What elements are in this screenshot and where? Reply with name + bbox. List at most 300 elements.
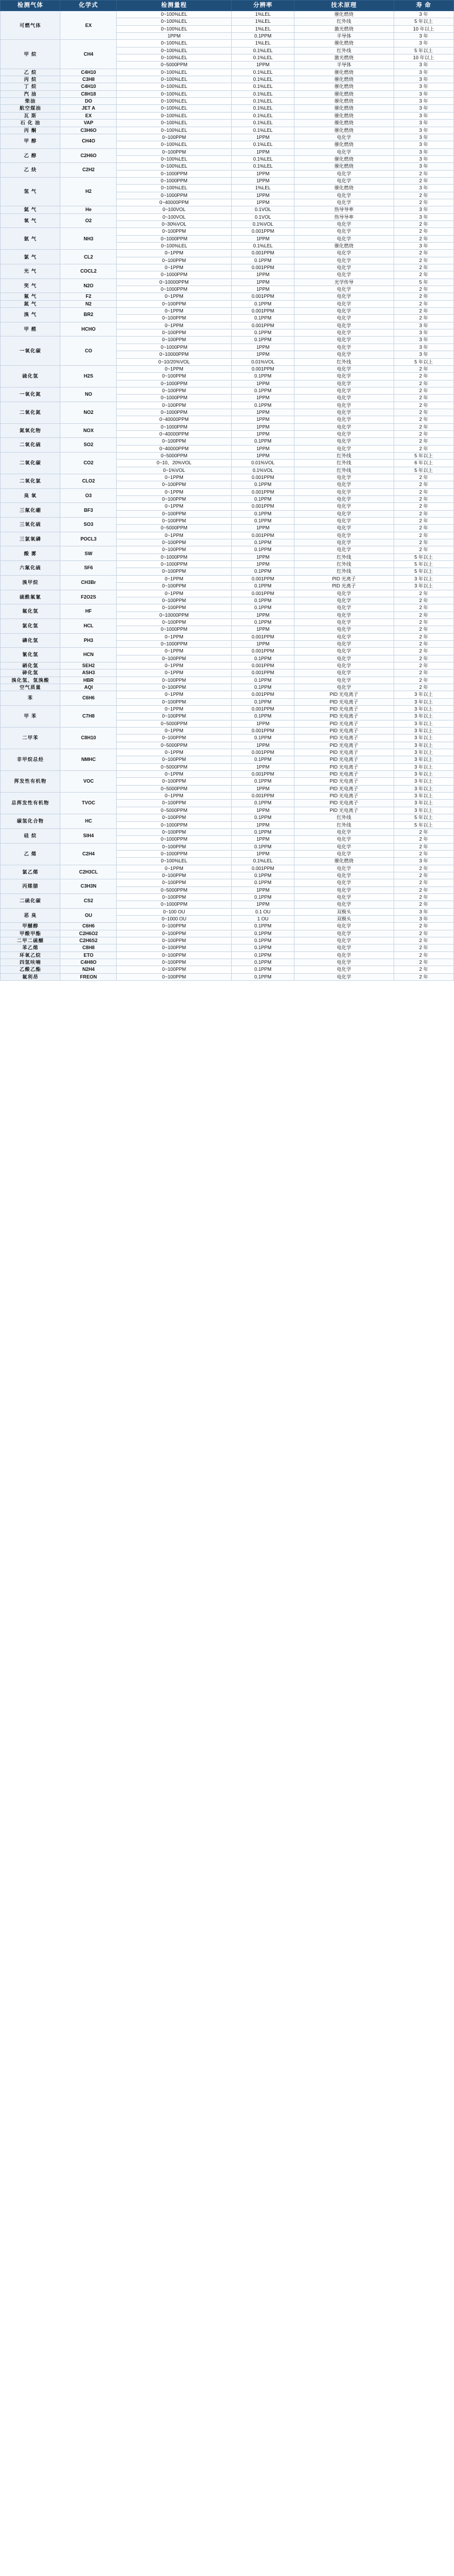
lifetime-cell: 6 年以上: [394, 460, 454, 467]
table-row: [1, 127, 454, 134]
technology-cell: 电化学: [294, 481, 394, 488]
table-row: [1, 213, 454, 220]
lifetime-cell: 5 年以上: [394, 452, 454, 459]
resolution-cell: 0.1PPM: [232, 257, 294, 264]
formula-cell: BR2: [60, 308, 117, 322]
table-row: [1, 488, 454, 495]
table-row: [1, 532, 454, 539]
gas-name-cell: 二氧化硫: [1, 438, 60, 453]
resolution-cell: 0.001PPM: [232, 590, 294, 597]
table-row: [1, 691, 454, 698]
resolution-cell: 0.1PPM: [232, 698, 294, 705]
lifetime-cell: 2 年: [394, 684, 454, 691]
lifetime-cell: 2 年: [394, 220, 454, 227]
technology-cell: PID 光电离子: [294, 793, 394, 800]
resolution-cell: 0.1PPM: [232, 923, 294, 930]
formula-cell: H2S: [60, 365, 117, 387]
range-cell: 0~1PPM: [117, 503, 232, 510]
technology-cell: PID 光电离子: [294, 691, 394, 698]
table-header-row: [1, 1, 454, 11]
technology-cell: 电化学: [294, 923, 394, 930]
lifetime-cell: 3 年: [394, 90, 454, 97]
lifetime-cell: 3 年: [394, 40, 454, 47]
formula-cell: C4H8O: [60, 959, 117, 966]
resolution-cell: 1PPM: [232, 351, 294, 358]
technology-cell: 电化学: [294, 337, 394, 344]
formula-cell: OU: [60, 908, 117, 923]
technology-cell: 电化学: [294, 488, 394, 495]
lifetime-cell: 2 年: [394, 300, 454, 307]
technology-cell: 电化学: [294, 199, 394, 206]
table-row: [1, 228, 454, 235]
lifetime-cell: 3 年以上: [394, 728, 454, 735]
range-cell: 0~100PPM: [117, 510, 232, 517]
range-cell: 0~10、20%VOL: [117, 460, 232, 467]
technology-cell: 催化燃烧: [294, 69, 394, 76]
table-row: [1, 40, 454, 47]
lifetime-cell: 2 年: [394, 250, 454, 257]
technology-cell: 催化燃烧: [294, 163, 394, 170]
resolution-cell: 0.1PPM: [232, 33, 294, 40]
resolution-cell: 0.1%LEL: [232, 76, 294, 83]
resolution-cell: 1PPM: [232, 380, 294, 387]
gas-name-cell: 挥发性有机物: [1, 771, 60, 793]
gas-name-cell: 可燃气体: [1, 11, 60, 40]
resolution-cell: 0.1PPM: [232, 546, 294, 553]
table-row: [1, 452, 454, 459]
formula-cell: HCHO: [60, 322, 117, 337]
range-cell: 0~1PPM: [117, 706, 232, 713]
range-cell: 0~100PPM: [117, 257, 232, 264]
range-cell: 0~100PPM: [117, 300, 232, 307]
formula-cell: He: [60, 206, 117, 213]
lifetime-cell: 2 年: [394, 395, 454, 402]
table-row: [1, 503, 454, 510]
formula-cell: C3H3N: [60, 879, 117, 894]
gas-name-cell: 臭 氧: [1, 488, 60, 503]
lifetime-cell: 2 年: [394, 670, 454, 677]
technology-cell: 电化学: [294, 503, 394, 510]
formula-cell: SW: [60, 546, 117, 561]
gas-name-cell: 溴化氢、氢溴酸: [1, 677, 60, 684]
gas-name-cell: 磷化氢: [1, 633, 60, 648]
range-cell: 0~100PPM: [117, 872, 232, 879]
lifetime-cell: 2 年: [394, 525, 454, 532]
resolution-cell: 0.1%LEL: [232, 127, 294, 134]
technology-cell: 半导体: [294, 33, 394, 40]
table-row: [1, 148, 454, 155]
technology-cell: 电化学: [294, 430, 394, 437]
technology-cell: 电化学: [294, 148, 394, 155]
lifetime-cell: 2 年: [394, 879, 454, 886]
lifetime-cell: 2 年: [394, 662, 454, 669]
resolution-cell: 0.1PPM: [232, 959, 294, 966]
formula-cell: VAP: [60, 120, 117, 127]
resolution-cell: 0.1PPM: [232, 438, 294, 445]
resolution-cell: 1PPM: [232, 170, 294, 177]
range-cell: 0~100PPM: [117, 402, 232, 409]
lifetime-cell: 2 年: [394, 893, 454, 900]
table-row: [1, 706, 454, 713]
lifetime-cell: 3 年: [394, 185, 454, 192]
lifetime-cell: 3 年以上: [394, 749, 454, 756]
technology-cell: 电化学: [294, 416, 394, 423]
technology-cell: 电化学: [294, 518, 394, 525]
lifetime-cell: 3 年以上: [394, 771, 454, 778]
lifetime-cell: 2 年: [394, 633, 454, 640]
gas-name-cell: 甲酸甲酯: [1, 930, 60, 937]
technology-cell: 电化学: [294, 626, 394, 633]
table-row: [1, 337, 454, 344]
resolution-cell: 0.01%VOL: [232, 358, 294, 365]
resolution-cell: 0.001PPM: [232, 575, 294, 582]
lifetime-cell: 5 年以上: [394, 47, 454, 54]
resolution-cell: 1PPM: [232, 763, 294, 770]
lifetime-cell: 2 年: [394, 959, 454, 966]
range-cell: 0~1000PPM: [117, 192, 232, 199]
lifetime-cell: 2 年: [394, 170, 454, 177]
range-cell: 0~100PPM: [117, 228, 232, 235]
resolution-cell: 0.1PPM: [232, 300, 294, 307]
range-cell: 0~100PPM: [117, 713, 232, 720]
resolution-cell: 0.1PPM: [232, 677, 294, 684]
formula-cell: CLO2: [60, 474, 117, 489]
resolution-cell: 0.1PPM: [232, 713, 294, 720]
technology-cell: 红外线: [294, 568, 394, 575]
lifetime-cell: 2 年: [394, 380, 454, 387]
technology-cell: 催化燃烧: [294, 40, 394, 47]
lifetime-cell: 2 年: [394, 655, 454, 662]
resolution-cell: 1PPM: [232, 886, 294, 893]
lifetime-cell: 2 年: [394, 257, 454, 264]
technology-cell: 红外线: [294, 47, 394, 54]
resolution-cell: 1 OU: [232, 915, 294, 922]
lifetime-cell: 2 年: [394, 402, 454, 409]
lifetime-cell: 3 年: [394, 105, 454, 112]
lifetime-cell: 2 年: [394, 264, 454, 271]
formula-cell: COCL2: [60, 264, 117, 279]
table-row: [1, 662, 454, 669]
resolution-cell: 0.1%LEL: [232, 69, 294, 76]
gas-name-cell: 笑 气: [1, 278, 60, 293]
gas-name-cell: 丙烯腈: [1, 879, 60, 894]
technology-cell: 电化学: [294, 365, 394, 372]
table-row: [1, 90, 454, 97]
technology-cell: PID 光电离子: [294, 749, 394, 756]
technology-cell: PID 光电离子: [294, 771, 394, 778]
range-cell: 0~1PPM: [117, 293, 232, 300]
range-cell: 0~100%LEL: [117, 47, 232, 54]
table-row: [1, 937, 454, 944]
technology-cell: 催化燃烧: [294, 11, 394, 18]
gas-name-cell: 氟化氢: [1, 604, 60, 619]
technology-cell: PID 光离子: [294, 583, 394, 590]
lifetime-cell: 3 年以上: [394, 807, 454, 814]
resolution-cell: 0.1%VOL: [232, 467, 294, 474]
gas-name-cell: 恶 臭: [1, 908, 60, 923]
technology-cell: 电化学: [294, 344, 394, 351]
gas-name-cell: 氢 气: [1, 177, 60, 206]
technology-cell: 电化学: [294, 648, 394, 655]
range-cell: 0~100PPM: [117, 546, 232, 553]
range-cell: 0~100PPM: [117, 951, 232, 959]
range-cell: 0~100PPM: [117, 778, 232, 785]
table-row: [1, 677, 454, 684]
range-cell: 0~1PPM: [117, 749, 232, 756]
range-cell: 0~40000PPM: [117, 416, 232, 423]
range-cell: 0~100PPM: [117, 315, 232, 322]
resolution-cell: 0.1PPM: [232, 973, 294, 980]
lifetime-cell: 3 年: [394, 344, 454, 351]
range-cell: 0~1000PPM: [117, 626, 232, 633]
technology-cell: 电化学: [294, 597, 394, 604]
technology-cell: 电化学: [294, 828, 394, 835]
technology-cell: 电化学: [294, 496, 394, 503]
range-cell: 0~10/20%VOL: [117, 358, 232, 365]
range-cell: 0~100%LEL: [117, 98, 232, 105]
gas-name-cell: 乙酸乙酯: [1, 966, 60, 973]
technology-cell: PID 光电离子: [294, 735, 394, 742]
table-row: [1, 438, 454, 445]
lifetime-cell: 2 年: [394, 872, 454, 879]
resolution-cell: 0.1PPM: [232, 951, 294, 959]
technology-cell: 电化学: [294, 445, 394, 452]
resolution-cell: 0.1%LEL: [232, 163, 294, 170]
gas-name-cell: 氦 气: [1, 206, 60, 213]
formula-cell: NO: [60, 387, 117, 402]
gas-name-cell: 硅 烷: [1, 828, 60, 843]
resolution-cell: 0.1%LEL: [232, 155, 294, 162]
lifetime-cell: 3 年: [394, 322, 454, 329]
technology-cell: 电化学: [294, 293, 394, 300]
formula-cell: NO2: [60, 402, 117, 423]
gas-sensor-spec-sheet: [0, 0, 454, 981]
range-cell: 0~1000PPM: [117, 344, 232, 351]
lifetime-cell: 2 年: [394, 293, 454, 300]
table-row: [1, 590, 454, 597]
range-cell: 0~100PPM: [117, 618, 232, 626]
range-cell: 0~1PPM: [117, 793, 232, 800]
gas-name-cell: 氯 气: [1, 250, 60, 264]
resolution-cell: 0.1PPM: [232, 735, 294, 742]
technology-cell: 电化学: [294, 510, 394, 517]
formula-cell: C2H6S2: [60, 937, 117, 944]
technology-cell: 催化燃烧: [294, 127, 394, 134]
range-cell: 0~5000PPM: [117, 763, 232, 770]
resolution-cell: 1PPM: [232, 423, 294, 430]
table-row: [1, 865, 454, 872]
gas-name-cell: 二氧化碳: [1, 452, 60, 474]
gas-name-cell: 六氟化硫: [1, 561, 60, 576]
technology-cell: 电化学: [294, 901, 394, 908]
technology-cell: 电化学: [294, 886, 394, 893]
technology-cell: PID 光离子: [294, 575, 394, 582]
technology-cell: 电化学: [294, 402, 394, 409]
range-cell: 0~100PPM: [117, 923, 232, 930]
resolution-cell: 0.1PPM: [232, 893, 294, 900]
range-cell: 0~1PPM: [117, 474, 232, 481]
lifetime-cell: 2 年: [394, 510, 454, 517]
formula-cell: SEH2: [60, 662, 117, 669]
lifetime-cell: 2 年: [394, 539, 454, 546]
formula-cell: C2H3CL: [60, 865, 117, 879]
gas-name-cell: 溴 气: [1, 308, 60, 322]
lifetime-cell: 2 年: [394, 409, 454, 416]
range-cell: 0~100PPM: [117, 937, 232, 944]
range-cell: 0~100PPM: [117, 966, 232, 973]
technology-cell: 催化燃烧: [294, 83, 394, 90]
lifetime-cell: 2 年: [394, 944, 454, 951]
range-cell: 0~100PPM: [117, 814, 232, 821]
resolution-cell: 0.1%LEL: [232, 112, 294, 119]
lifetime-cell: 2 年: [394, 626, 454, 633]
technology-cell: PID 光电离子: [294, 728, 394, 735]
lifetime-cell: 2 年: [394, 604, 454, 611]
formula-cell: C8H8: [60, 944, 117, 951]
resolution-cell: 1%LEL: [232, 40, 294, 47]
formula-cell: N2H4: [60, 966, 117, 973]
resolution-cell: 0.001PPM: [232, 706, 294, 713]
resolution-cell: 1PPM: [232, 134, 294, 141]
range-cell: 0~1PPM: [117, 250, 232, 257]
table-row: [1, 771, 454, 778]
gas-name-cell: 丙 烷: [1, 76, 60, 83]
lifetime-cell: 3 年以上: [394, 720, 454, 727]
range-cell: 0~1PPM: [117, 575, 232, 582]
range-cell: 0~1PPM: [117, 365, 232, 372]
gas-name-cell: 四氢呋喃: [1, 959, 60, 966]
resolution-cell: 0.001PPM: [232, 771, 294, 778]
lifetime-cell: 3 年以上: [394, 698, 454, 705]
range-cell: 0~1000PPM: [117, 850, 232, 857]
resolution-cell: 0.1VOL: [232, 206, 294, 213]
table-row: [1, 843, 454, 850]
technology-cell: 红外线: [294, 821, 394, 828]
range-cell: 0~1PPM: [117, 264, 232, 271]
technology-cell: PID 光电离子: [294, 778, 394, 785]
lifetime-cell: 2 年: [394, 546, 454, 553]
lifetime-cell: 2 年: [394, 640, 454, 647]
range-cell: 0~1000PPM: [117, 271, 232, 278]
resolution-cell: 0.01%VOL: [232, 460, 294, 467]
range-cell: 0~100PPM: [117, 387, 232, 394]
technology-cell: 红外线: [294, 814, 394, 821]
resolution-cell: 0.1%LEL: [232, 141, 294, 148]
technology-cell: 电化学: [294, 662, 394, 669]
technology-cell: 电化学: [294, 329, 394, 337]
resolution-cell: 1PPM: [232, 286, 294, 293]
formula-cell: NH3: [60, 228, 117, 250]
formula-cell: FREON: [60, 973, 117, 980]
technology-cell: 电化学: [294, 937, 394, 944]
table-row: [1, 300, 454, 307]
range-cell: 0~100PPM: [117, 583, 232, 590]
technology-cell: 电化学: [294, 235, 394, 242]
table-row: [1, 973, 454, 980]
formula-cell: TVOC: [60, 793, 117, 814]
formula-cell: C4H10: [60, 69, 117, 76]
technology-cell: 催化燃烧: [294, 112, 394, 119]
range-cell: 0~1PPM: [117, 633, 232, 640]
lifetime-cell: 3 年以上: [394, 793, 454, 800]
technology-cell: 电化学: [294, 590, 394, 597]
gas-name-cell: 三氧化硫: [1, 518, 60, 532]
technology-cell: 催化燃烧: [294, 98, 394, 105]
technology-cell: 红外线: [294, 460, 394, 467]
lifetime-cell: 3 年: [394, 69, 454, 76]
lifetime-cell: 2 年: [394, 597, 454, 604]
resolution-cell: 0.001PPM: [232, 228, 294, 235]
technology-cell: 电化学: [294, 604, 394, 611]
resolution-cell: 0.001PPM: [232, 293, 294, 300]
lifetime-cell: 2 年: [394, 618, 454, 626]
range-cell: 0~100PPM: [117, 756, 232, 763]
range-cell: 0~10000PPM: [117, 351, 232, 358]
technology-cell: 热导导率: [294, 206, 394, 213]
formula-cell: F2: [60, 293, 117, 300]
technology-cell: PID 光电离子: [294, 800, 394, 807]
formula-cell: O3: [60, 488, 117, 503]
technology-cell: 双极头: [294, 915, 394, 922]
range-cell: 0~1PPM: [117, 532, 232, 539]
range-cell: 0~100%LEL: [117, 25, 232, 32]
lifetime-cell: 2 年: [394, 886, 454, 893]
lifetime-cell: 2 年: [394, 828, 454, 835]
technology-cell: 电化学: [294, 438, 394, 445]
range-cell: 0~100PPM: [117, 539, 232, 546]
lifetime-cell: 3 年: [394, 33, 454, 40]
header-resolution: 分辨率: [232, 1, 294, 11]
technology-cell: 电化学: [294, 872, 394, 879]
gas-name-cell: 石 化 油: [1, 120, 60, 127]
header-gas: 检测气体: [1, 1, 60, 11]
range-cell: 0~100PPM: [117, 337, 232, 344]
range-cell: 0~100PPM: [117, 879, 232, 886]
range-cell: 0~1000PPM: [117, 170, 232, 177]
resolution-cell: 0.001PPM: [232, 250, 294, 257]
technology-cell: 电化学: [294, 966, 394, 973]
resolution-cell: 1PPM: [232, 199, 294, 206]
header-range: 检测量程: [117, 1, 232, 11]
table-row: [1, 575, 454, 582]
range-cell: 0~5000PPM: [117, 452, 232, 459]
range-cell: 0~10000PPM: [117, 278, 232, 286]
table-row: [1, 893, 454, 900]
formula-cell: C4H10: [60, 83, 117, 90]
range-cell: 0~100PPM: [117, 684, 232, 691]
table-row: [1, 633, 454, 640]
lifetime-cell: 3 年以上: [394, 763, 454, 770]
table-row: [1, 648, 454, 655]
resolution-cell: 1PPM: [232, 409, 294, 416]
table-row: [1, 879, 454, 886]
formula-cell: NOX: [60, 423, 117, 438]
formula-cell: PH3: [60, 633, 117, 648]
lifetime-cell: 3 年: [394, 120, 454, 127]
technology-cell: 热导导率: [294, 213, 394, 220]
resolution-cell: 0.1PPM: [232, 655, 294, 662]
table-row: [1, 670, 454, 677]
lifetime-cell: 10 年以上: [394, 25, 454, 32]
gas-name-cell: 乙 烯: [1, 843, 60, 865]
technology-cell: 半导体: [294, 62, 394, 69]
formula-cell: CH4O: [60, 134, 117, 148]
resolution-cell: 0.001PPM: [232, 264, 294, 271]
table-row: [1, 98, 454, 105]
range-cell: 0~100VOL: [117, 206, 232, 213]
table-row: [1, 908, 454, 915]
gas-name-cell: 三氯氧磷: [1, 532, 60, 546]
